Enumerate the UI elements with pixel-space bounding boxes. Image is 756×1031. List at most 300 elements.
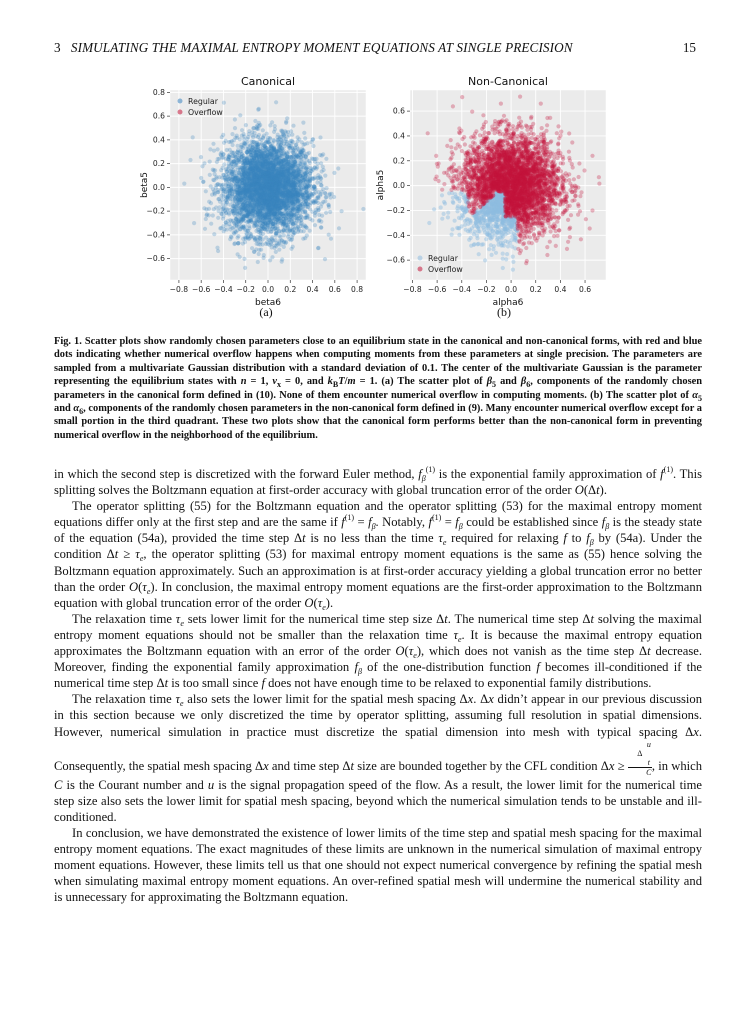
data-point bbox=[212, 232, 216, 236]
data-point bbox=[254, 216, 258, 220]
data-point bbox=[265, 223, 269, 227]
y-tick-label: 0.2 bbox=[152, 159, 165, 169]
data-point bbox=[276, 197, 280, 201]
data-point bbox=[294, 224, 298, 228]
data-point bbox=[204, 217, 208, 221]
data-point bbox=[252, 250, 256, 254]
data-point bbox=[247, 155, 251, 159]
data-point bbox=[316, 206, 320, 210]
data-point bbox=[514, 236, 518, 240]
data-point bbox=[305, 234, 309, 238]
data-point bbox=[280, 183, 284, 187]
data-point bbox=[306, 183, 310, 187]
data-point bbox=[485, 213, 489, 217]
data-point bbox=[208, 173, 212, 177]
data-point bbox=[316, 246, 320, 250]
data-point bbox=[280, 147, 284, 151]
data-point bbox=[192, 221, 196, 225]
data-point bbox=[238, 172, 242, 176]
data-point bbox=[300, 177, 304, 181]
data-point bbox=[257, 252, 261, 256]
data-point bbox=[256, 169, 260, 173]
data-point bbox=[265, 240, 269, 244]
data-point bbox=[319, 226, 323, 230]
data-point bbox=[285, 223, 289, 227]
data-point bbox=[316, 196, 320, 200]
data-point bbox=[283, 161, 287, 165]
data-point bbox=[492, 205, 496, 209]
data-point bbox=[274, 220, 278, 224]
data-point bbox=[246, 211, 250, 215]
data-point bbox=[286, 184, 290, 188]
data-point bbox=[274, 250, 278, 254]
data-point bbox=[481, 208, 485, 212]
data-point bbox=[238, 187, 242, 191]
data-point bbox=[208, 160, 212, 164]
data-point bbox=[264, 162, 268, 166]
data-point bbox=[203, 227, 207, 231]
data-point bbox=[497, 203, 501, 207]
data-point bbox=[204, 207, 208, 211]
data-point bbox=[241, 241, 245, 245]
data-point bbox=[321, 165, 325, 169]
data-point bbox=[264, 180, 268, 184]
data-point bbox=[255, 127, 259, 131]
x-axis-label: beta6 bbox=[254, 298, 282, 308]
data-point bbox=[312, 199, 316, 203]
data-point bbox=[276, 138, 280, 142]
data-point bbox=[290, 217, 294, 221]
data-point bbox=[244, 161, 248, 165]
data-point bbox=[236, 241, 240, 245]
data-point bbox=[330, 192, 334, 196]
data-point bbox=[281, 198, 285, 202]
data-point bbox=[293, 146, 297, 150]
data-point bbox=[260, 141, 264, 145]
data-point bbox=[296, 228, 300, 232]
data-point bbox=[241, 146, 245, 150]
data-point bbox=[289, 247, 293, 251]
x-tick-label: 0.8 bbox=[351, 285, 364, 294]
data-point bbox=[238, 179, 242, 183]
data-point bbox=[308, 217, 312, 221]
data-point bbox=[277, 200, 281, 204]
data-point bbox=[229, 176, 233, 180]
data-point bbox=[311, 192, 315, 196]
data-point bbox=[311, 157, 315, 161]
data-point bbox=[489, 237, 493, 241]
section-heading bbox=[54, 40, 573, 56]
data-point bbox=[310, 210, 314, 214]
data-point bbox=[318, 135, 322, 139]
data-point bbox=[463, 210, 467, 214]
data-point bbox=[266, 205, 270, 209]
data-point bbox=[509, 230, 513, 234]
data-point bbox=[265, 186, 269, 190]
data-point bbox=[502, 227, 506, 231]
data-point bbox=[242, 171, 246, 175]
data-point bbox=[327, 233, 331, 237]
data-point bbox=[442, 212, 446, 216]
data-point bbox=[245, 204, 249, 208]
data-point bbox=[313, 223, 317, 227]
y-tick-label: 0.4 bbox=[152, 135, 165, 145]
data-point bbox=[214, 205, 218, 209]
data-point bbox=[299, 183, 303, 187]
data-point bbox=[283, 241, 287, 245]
data-point bbox=[221, 183, 225, 187]
data-point bbox=[451, 201, 455, 205]
data-point bbox=[273, 124, 277, 128]
data-point bbox=[475, 236, 479, 240]
data-point bbox=[216, 216, 220, 220]
data-point bbox=[451, 196, 455, 200]
data-point bbox=[201, 180, 205, 184]
data-point bbox=[477, 252, 481, 256]
data-point bbox=[274, 191, 278, 195]
data-point bbox=[199, 155, 203, 159]
data-point bbox=[468, 228, 472, 232]
data-point bbox=[241, 217, 245, 221]
data-point bbox=[270, 255, 274, 259]
data-point bbox=[272, 150, 276, 154]
data-point bbox=[264, 236, 268, 240]
data-point bbox=[205, 213, 209, 217]
data-point bbox=[505, 252, 509, 256]
data-point bbox=[288, 211, 292, 215]
data-point bbox=[291, 124, 295, 128]
data-point bbox=[459, 216, 463, 220]
data-point bbox=[260, 242, 264, 246]
legend-label: Overflow bbox=[188, 107, 223, 117]
data-point bbox=[252, 205, 256, 209]
data-point bbox=[244, 123, 248, 127]
running-header bbox=[54, 40, 702, 60]
data-point bbox=[302, 229, 306, 233]
data-point bbox=[244, 190, 248, 194]
data-point bbox=[270, 166, 274, 170]
data-point bbox=[239, 212, 243, 216]
data-point bbox=[328, 210, 332, 214]
data-point bbox=[487, 247, 491, 251]
data-point bbox=[232, 221, 236, 225]
data-point bbox=[501, 252, 505, 256]
data-point bbox=[303, 136, 307, 140]
data-point bbox=[246, 147, 250, 151]
data-point bbox=[290, 206, 294, 210]
x-tick-label: −0.8 bbox=[169, 285, 189, 294]
data-point bbox=[511, 255, 515, 259]
data-point bbox=[270, 227, 274, 231]
data-point bbox=[317, 213, 321, 217]
data-point bbox=[282, 134, 286, 138]
data-point bbox=[291, 150, 295, 154]
data-point bbox=[232, 232, 236, 236]
data-point bbox=[230, 132, 234, 136]
data-point bbox=[281, 222, 285, 226]
data-point bbox=[469, 236, 473, 240]
data-point bbox=[273, 173, 277, 177]
y-axis-label: beta5 bbox=[140, 171, 150, 199]
data-point bbox=[465, 218, 469, 222]
data-point bbox=[294, 216, 298, 220]
data-point bbox=[457, 233, 461, 237]
data-point bbox=[301, 121, 305, 125]
y-tick-label: 0.8 bbox=[152, 87, 165, 97]
data-point bbox=[277, 248, 281, 252]
data-point bbox=[230, 150, 234, 154]
data-point bbox=[504, 257, 508, 261]
data-point bbox=[300, 148, 304, 152]
data-point bbox=[312, 186, 316, 190]
data-point bbox=[316, 201, 320, 205]
data-point bbox=[254, 164, 258, 168]
data-point bbox=[256, 260, 260, 264]
data-point bbox=[293, 231, 297, 235]
data-point bbox=[484, 219, 488, 223]
data-point bbox=[489, 212, 493, 216]
data-point bbox=[324, 195, 328, 199]
data-point bbox=[239, 155, 243, 159]
data-point bbox=[289, 139, 293, 143]
data-point bbox=[208, 147, 212, 151]
data-point bbox=[496, 218, 500, 222]
data-point bbox=[238, 255, 242, 259]
data-point bbox=[259, 224, 263, 228]
data-point bbox=[258, 173, 262, 177]
scatter-plot-non-canonical bbox=[374, 72, 614, 310]
data-point bbox=[459, 207, 463, 211]
data-point bbox=[232, 225, 236, 229]
data-point bbox=[481, 242, 485, 246]
data-point bbox=[511, 268, 515, 272]
data-point bbox=[280, 260, 284, 264]
data-point bbox=[272, 212, 276, 216]
data-point bbox=[210, 193, 214, 197]
data-point bbox=[300, 140, 304, 144]
data-point bbox=[329, 237, 333, 241]
data-point bbox=[302, 131, 306, 135]
data-point bbox=[494, 251, 498, 255]
data-point bbox=[301, 237, 305, 241]
data-point bbox=[309, 140, 313, 144]
data-point bbox=[256, 235, 260, 239]
data-point bbox=[274, 100, 278, 104]
data-point bbox=[249, 161, 253, 165]
data-point bbox=[267, 148, 271, 152]
section-title: SIMULATING THE MAXIMAL ENTROPY MOMENT EQUATIONS AT SINGLE PRECISION bbox=[70, 40, 573, 55]
data-point bbox=[204, 189, 208, 193]
data-point bbox=[200, 164, 204, 168]
data-point bbox=[296, 173, 300, 177]
data-point bbox=[499, 237, 503, 241]
data-point bbox=[317, 219, 321, 223]
data-point bbox=[248, 172, 252, 176]
data-point bbox=[270, 141, 274, 145]
data-point bbox=[294, 193, 298, 197]
data-point bbox=[211, 142, 215, 146]
data-point bbox=[294, 152, 298, 156]
data-point bbox=[446, 211, 450, 215]
data-point bbox=[323, 191, 327, 195]
data-point bbox=[296, 135, 300, 139]
data-point bbox=[265, 196, 269, 200]
data-point bbox=[211, 168, 215, 172]
data-point bbox=[227, 212, 231, 216]
data-point bbox=[274, 231, 278, 235]
data-point bbox=[306, 198, 310, 202]
data-point bbox=[501, 257, 505, 261]
data-point bbox=[209, 222, 213, 226]
data-point bbox=[450, 227, 454, 231]
data-point bbox=[294, 169, 298, 173]
data-point bbox=[218, 183, 222, 187]
data-point bbox=[497, 199, 501, 203]
data-point bbox=[485, 205, 489, 209]
data-point bbox=[253, 119, 257, 123]
data-point bbox=[250, 246, 254, 250]
data-point bbox=[323, 257, 327, 261]
data-point bbox=[252, 144, 256, 148]
data-point bbox=[231, 211, 235, 215]
data-point bbox=[253, 201, 257, 205]
data-point bbox=[427, 221, 431, 225]
data-point bbox=[504, 232, 508, 236]
data-point bbox=[336, 166, 340, 170]
data-point bbox=[501, 241, 505, 245]
data-point bbox=[216, 147, 220, 151]
data-point bbox=[298, 162, 302, 166]
data-point bbox=[308, 161, 312, 165]
data-point bbox=[491, 247, 495, 251]
data-point bbox=[229, 235, 233, 239]
y-tick-label: −0.2 bbox=[146, 206, 165, 216]
y-tick-label: −0.6 bbox=[146, 254, 165, 264]
data-point bbox=[236, 144, 240, 148]
data-point bbox=[320, 202, 324, 206]
data-point bbox=[247, 185, 251, 189]
data-point bbox=[254, 134, 258, 138]
data-point bbox=[490, 233, 494, 237]
data-point bbox=[279, 153, 283, 157]
legend-label: Regular bbox=[188, 96, 218, 106]
data-point bbox=[483, 258, 487, 262]
data-point bbox=[217, 197, 221, 201]
legend-marker bbox=[178, 99, 183, 104]
data-point bbox=[278, 217, 282, 221]
data-point bbox=[240, 128, 244, 132]
data-point bbox=[279, 176, 283, 180]
data-point bbox=[216, 249, 220, 253]
data-point bbox=[261, 128, 265, 132]
data-point bbox=[242, 257, 246, 261]
data-point bbox=[227, 140, 231, 144]
data-point bbox=[182, 182, 186, 186]
y-tick-label: −0.4 bbox=[146, 230, 165, 240]
x-tick-label: −0.2 bbox=[236, 285, 255, 294]
page-number: 15 bbox=[682, 40, 696, 55]
data-point bbox=[230, 197, 234, 201]
data-point bbox=[300, 221, 304, 225]
data-point bbox=[291, 185, 295, 189]
data-point bbox=[237, 194, 241, 198]
data-point bbox=[472, 242, 476, 246]
data-point bbox=[293, 160, 297, 164]
data-point bbox=[216, 188, 220, 192]
data-point bbox=[288, 144, 292, 148]
data-point bbox=[455, 196, 459, 200]
data-point bbox=[287, 172, 291, 176]
data-point bbox=[261, 216, 265, 220]
data-point bbox=[273, 182, 277, 186]
data-point bbox=[477, 218, 481, 222]
data-point bbox=[219, 152, 223, 156]
y-tick-label: 0.6 bbox=[152, 111, 165, 121]
data-point bbox=[222, 101, 226, 105]
data-point bbox=[233, 136, 237, 140]
data-point bbox=[488, 219, 492, 223]
section-number: 3 bbox=[54, 40, 61, 55]
x-tick-label: 0.4 bbox=[306, 285, 319, 294]
data-point bbox=[266, 209, 270, 213]
data-point bbox=[303, 209, 307, 213]
data-point bbox=[286, 205, 290, 209]
data-point bbox=[236, 236, 240, 240]
data-point bbox=[237, 219, 241, 223]
data-point bbox=[239, 201, 243, 205]
data-point bbox=[221, 217, 225, 221]
data-point bbox=[305, 205, 309, 209]
data-point bbox=[450, 233, 454, 237]
data-point bbox=[225, 148, 229, 152]
data-point bbox=[254, 153, 258, 157]
data-point bbox=[235, 204, 239, 208]
x-tick-label: −0.6 bbox=[191, 285, 211, 294]
data-point bbox=[447, 191, 451, 195]
data-point bbox=[327, 203, 331, 207]
data-point bbox=[340, 209, 344, 213]
data-point bbox=[290, 133, 294, 137]
data-point bbox=[259, 152, 263, 156]
data-point bbox=[283, 139, 287, 143]
data-point bbox=[250, 193, 254, 197]
data-point bbox=[494, 224, 498, 228]
data-point bbox=[311, 168, 315, 172]
data-point bbox=[238, 137, 242, 141]
data-point bbox=[442, 200, 446, 204]
data-point bbox=[457, 226, 461, 230]
data-point bbox=[299, 215, 303, 219]
data-point bbox=[287, 237, 291, 241]
data-point bbox=[490, 253, 494, 257]
data-point bbox=[288, 227, 292, 231]
x-tick-label: 0.0 bbox=[261, 285, 275, 294]
data-point bbox=[485, 232, 489, 236]
data-point bbox=[209, 184, 213, 188]
data-point bbox=[293, 201, 297, 205]
data-point bbox=[247, 220, 251, 224]
x-tick-label: 0.6 bbox=[328, 285, 341, 294]
data-point bbox=[282, 218, 286, 222]
data-point bbox=[226, 219, 230, 223]
data-point bbox=[282, 245, 286, 249]
data-point bbox=[243, 266, 247, 270]
data-point bbox=[266, 215, 270, 219]
data-point bbox=[484, 224, 488, 228]
data-point bbox=[270, 120, 274, 124]
data-point bbox=[234, 157, 238, 161]
data-point bbox=[252, 182, 256, 186]
